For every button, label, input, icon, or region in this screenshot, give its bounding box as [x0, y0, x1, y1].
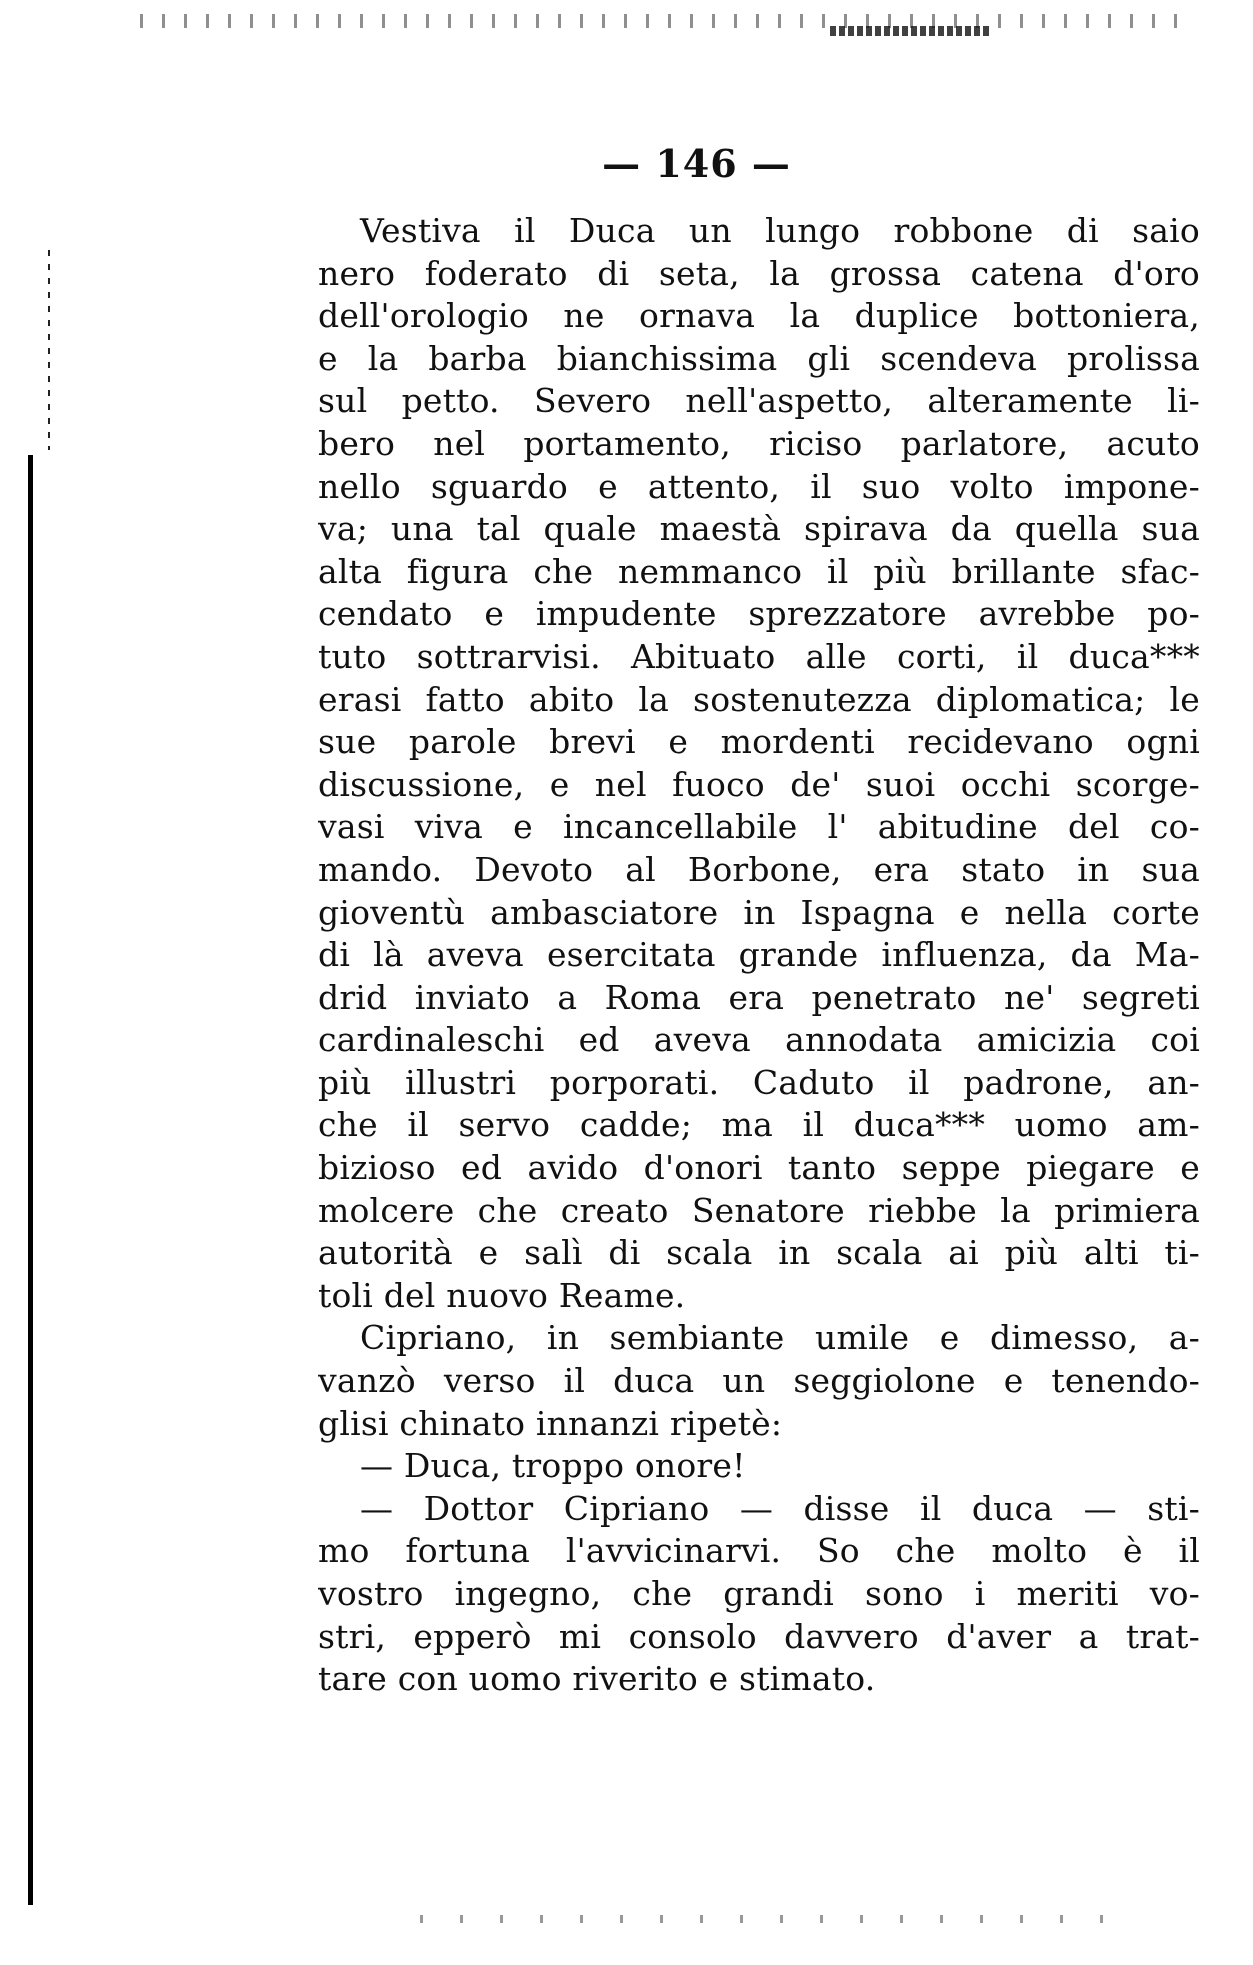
text-line: va; una tal quale maestà spirava da quella sua	[318, 509, 1200, 549]
text-line: glisi chinato innanzi ripetè:	[318, 1403, 783, 1443]
text-line: dell'orologio ne ornava la duplice bottoniera,	[318, 296, 1200, 336]
scan-noise-top	[140, 14, 1180, 28]
scan-noise-left	[48, 250, 50, 450]
text-line: molcere che creato Senatore riebbe la primiera	[318, 1190, 1200, 1230]
page-number: — 146 —	[602, 141, 791, 186]
paragraph-duke-description	[318, 210, 1200, 1317]
text-line: bero nel portamento, riciso parlatore, acuto	[318, 423, 1200, 463]
text-line: cardinaleschi ed aveva annodata amicizia coi	[318, 1020, 1200, 1060]
text-line: vanzò verso il duca un seggiolone e tenendo-	[318, 1361, 1200, 1401]
scan-noise-top-dark	[830, 26, 990, 36]
text-line: cendato e impudente sprezzatore avrebbe po-	[318, 594, 1200, 634]
text-line: vostro ingegno, che grandi sono i meriti vo-	[318, 1574, 1200, 1613]
scan-noise-bottom	[420, 1915, 1140, 1923]
text-line: — Dottor Cipriano — disse il duca — sti-	[360, 1488, 1200, 1528]
text-line: gioventù ambasciatore in Ispagna e nella corte	[318, 892, 1200, 932]
text-line: — Duca, troppo onore!	[360, 1446, 746, 1486]
text-line: Cipriano, in sembiante umile e dimesso, a-	[360, 1318, 1200, 1358]
text-line: discussione, e nel fuoco de' suoi occhi scorge-	[318, 764, 1200, 804]
dialog-cipriano	[318, 1445, 1200, 1488]
text-line: toli del nuovo Reame.	[318, 1275, 686, 1315]
page-binding-edge	[28, 455, 33, 1905]
paragraph-cipriano-approach	[318, 1317, 1200, 1445]
text-line: sul petto. Severo nell'aspetto, alteramente li-	[318, 381, 1200, 421]
text-line: mando. Devoto al Borbone, era stato in sua	[318, 849, 1200, 889]
text-line: nello sguardo e attento, il suo volto impone-	[318, 466, 1200, 506]
text-line: alta figura che nemmanco il più brillante sfac-	[318, 551, 1200, 591]
text-line: autorità e salì di scala in scala ai più alti ti-	[318, 1233, 1200, 1273]
dialog-duke	[318, 1488, 1200, 1701]
text-line: bizioso ed avido d'onori tanto seppe piegare e	[318, 1148, 1200, 1188]
body-text	[318, 210, 1200, 1701]
text-line: drid inviato a Roma era penetrato ne' segreti	[318, 977, 1200, 1017]
text-line: nero foderato di seta, la grossa catena d'oro	[318, 253, 1200, 293]
text-line: Vestiva il Duca un lungo robbone di saio	[360, 211, 1200, 250]
text-line: tare con uomo riverito e stimato.	[318, 1659, 876, 1699]
text-line: che il servo cadde; ma il duca*** uomo am-	[318, 1105, 1200, 1145]
text-line: mo fortuna l'avvicinarvi. So che molto è il	[318, 1531, 1200, 1571]
text-line: tuto sottrarvisi. Abituato alle corti, il duca***	[318, 636, 1200, 676]
text-line: più illustri porporati. Caduto il padrone, an-	[318, 1062, 1200, 1102]
text-line: di là aveva esercitata grande influenza, da Ma-	[318, 935, 1200, 975]
text-line: e la barba bianchissima gli scendeva prolissa	[318, 338, 1200, 378]
text-line: vasi viva e incancellabile l' abitudine del co-	[318, 807, 1200, 847]
text-line: sue parole brevi e mordenti recidevano ogni	[318, 722, 1200, 762]
text-line: stri, epperò mi consolo davvero d'aver a trat-	[318, 1616, 1200, 1656]
text-line: erasi fatto abito la sostenutezza diplomatica; le	[318, 679, 1200, 719]
